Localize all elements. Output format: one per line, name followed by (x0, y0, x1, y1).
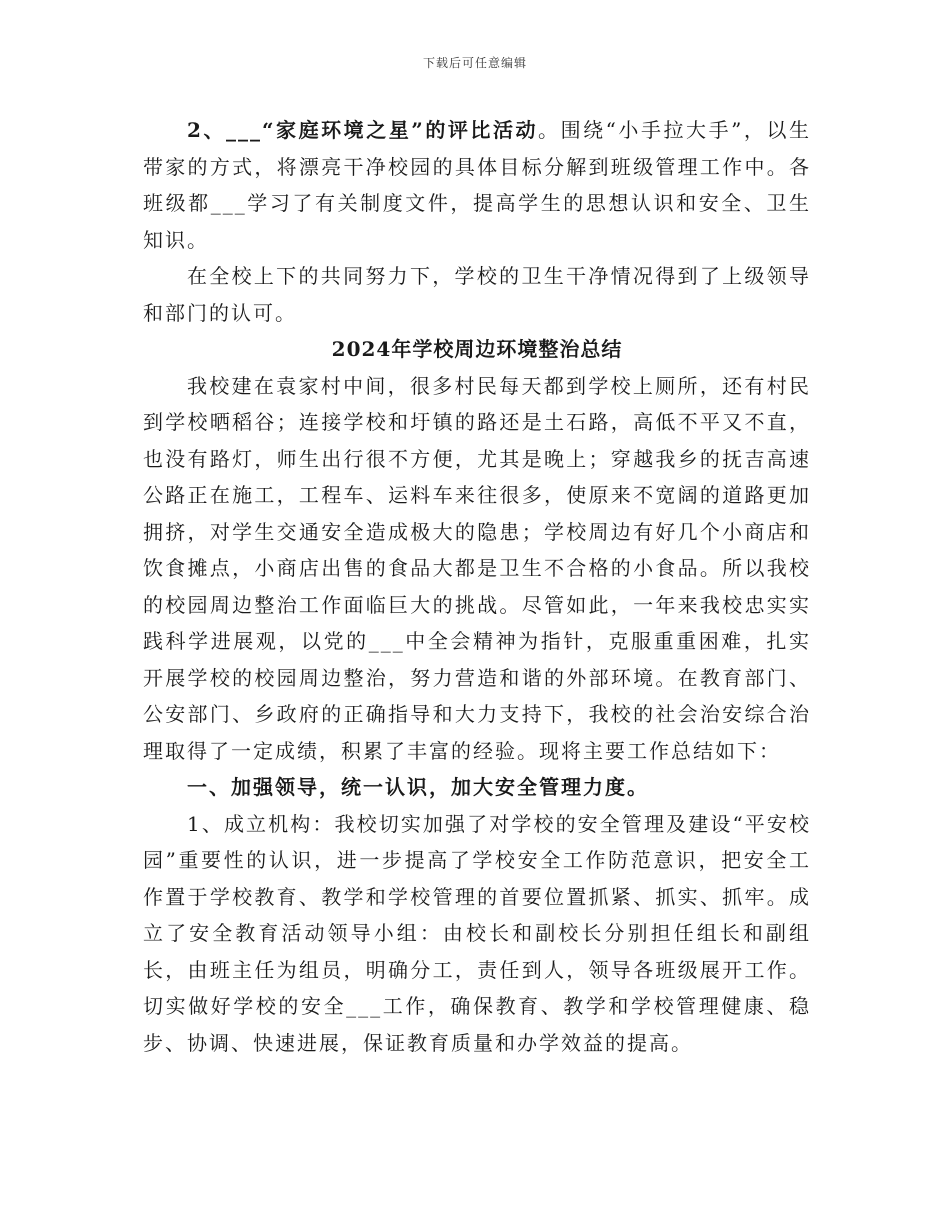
document-body (143, 112, 811, 1061)
heading-1: 一、加强领导，统一认识，加大安全管理力度。 (187, 775, 649, 799)
header-note: 下载后可任意编辑 (422, 56, 527, 70)
paragraph-2: 在全校上下的共同努力下，学校的卫生干净情况得到了上级领导和部门的认可。 (143, 264, 811, 325)
paragraph-1-lead: 2、___“家庭环境之星”的评比活动 (187, 118, 539, 142)
section-title: 2024年学校周边环境整治总结 (331, 337, 623, 361)
paragraph-1-rest: 。围绕“小手拉大手”，以生带家的方式，将漂亮干净校园的具体目标分解到班级管理工作中。各班级都___学习了有关制度文件，提高学生的思想认识和安全、卫生知识。 (143, 118, 811, 252)
paragraph-3: 我校建在袁家村中间，很多村民每天都到学校上厕所，还有村民到学校晒稻谷；连接学校和圩镇的路还是土石路，高低不平又不直，也没有路灯，师生出行很不方便，尤其是晚上；穿越我乡的抚吉高速公路正在施工，工程车、运料车来往很多，使原来不宽阔的道路更加拥挤，对学生交通安全造成极大的隐患；学校周边有好几个小商店和饮食摊点，小商店出售的食品大都是卫生不合格的小食品。所以我校的校园周边整治工作面临巨大的挑战。尽管如此，一年来我校忠实实践科学进展观，以党的___中全会精神为指针，克服重重困难，扎实开展学校的校园周边整治，努力营造和谐的外部环境。在教育部门、公安部门、乡政府的正确指导和大力支持下，我校的社会治安综合治理取得了一定成绩，积累了丰富的经验。现将主要工作总结如下： (143, 373, 811, 763)
paragraph-4: 1、成立机构：我校切实加强了对学校的安全管理及建设“平安校园”重要性的认识，进一步提高了学校安全工作防范意识，把安全工作置于学校教育、教学和学校管理的首要位置抓紧、抓实、抓牢。成立了安全教育活动领导小组：由校长和副校长分别担任组长和副组长，由班主任为组员，明确分工，责任到人，领导各班级展开工作。切实做好学校的安全___工作，确保教育、教学和学校管理健康、稳步、协调、快速进展，保证教育质量和办学效益的提高。 (143, 811, 811, 1055)
paragraph-1 (143, 112, 811, 258)
